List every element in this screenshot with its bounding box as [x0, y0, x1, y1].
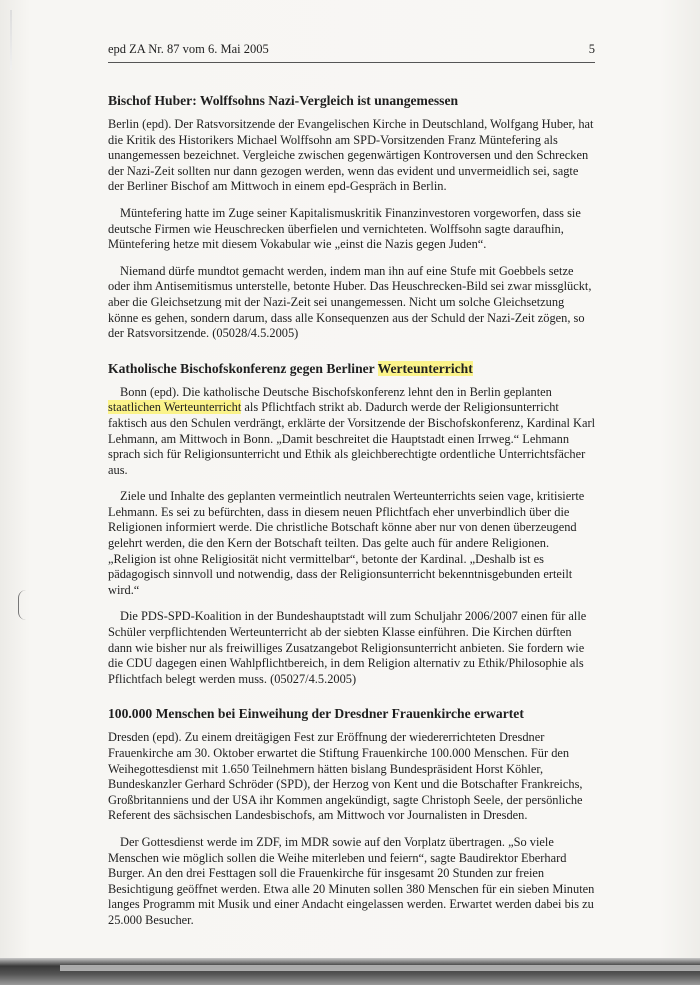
- article-title: Bischof Huber: Wolffsohns Nazi-Vergleich ist unangemessen: [108, 93, 459, 108]
- article-frauenkirche: [108, 705, 597, 928]
- article-huber: [108, 92, 597, 342]
- scan-artifact: [10, 10, 12, 70]
- header-rule: [108, 62, 595, 63]
- article-paragraph: Ziele und Inhalte des geplanten vermeintlich neutralen Werteunterrichts seien vage, kritisierte Lehmann. Es sei zu befürchten, dass in diesem neuen Pflichtfach eher unverbindlich über die Religionen informiert werde. Die christliche Botschaft könne aber nur von denen überzeugend gelehrt werden, die den Kern der Botschaft teilten. Das gelte auch für andere Religionen. „Religion ist ohne Religiosität nicht vermittelbar“, betonte der Kardinal. „Deshalb ist es pädagogisch sinnvoll und notwendig, dass der Religionsunterricht bekenntnisgebunden erteilt wird.“: [108, 489, 585, 597]
- header-publication: epd ZA Nr. 87 vom 6. Mai 2005: [108, 42, 269, 56]
- article-paragraph: Berlin (epd). Der Ratsvorsitzende der Evangelischen Kirche in Deutschland, Wolfgang Huber, hat die Kritik des Historikers Michael Wolffsohn am SPD-Vorsitzenden Franz Müntefering als unangemessen bezeichnet. Vergleiche zwischen gegenwärtigen Kontroversen und den Schrecken der Nazi-Zeit sollten nur dann gezogen werden, wenn das evident und unvermeidlich sei, sagte der Berliner Bischof am Mittwoch in einem epd-Gespräch in Berlin.: [108, 117, 594, 194]
- highlighted-term: Werteunterricht: [377, 360, 473, 376]
- scan-edge-highlight: [60, 965, 700, 971]
- scan-edge-bar: [0, 958, 700, 985]
- article-paragraph: [108, 385, 597, 479]
- header-page-number: 5: [588, 42, 595, 56]
- article-paragraph: Niemand dürfe mundtot gemacht werden, indem man ihn auf eine Stufe mit Goebbels setze oder ihm Antisemitismus unterstelle, betonte Huber. Das Heuschrecken-Bild sei zwar missglückt, aber die Gleichsetzung mit der Nazi-Zeit sei unangemessen. Nicht um solche Gleichsetzung könne es gehen, sondern darum, dass alle Konsequenzen aus der Schuld der Nazi-Zeit zögen, so der Ratsvorsitzende. (05028/4.5.2005): [108, 263, 592, 341]
- article-bischofskonferenz: [108, 360, 597, 688]
- page-header: [108, 42, 595, 57]
- page-content: [108, 92, 597, 947]
- article-paragraph: Die PDS-SPD-Koalition in der Bundeshauptstadt will zum Schuljahr 2006/2007 einen für alle Schüler verpflichtenden Werteunterricht ab der siebten Klasse einführen. Die Kirchen dürften dann wie bisher nur als freiwilliges Zusatzangebot Religionsunterricht anbieten. Sie fordern wie die CDU dagegen einen Wahlpflichtbereich, in dem Religion alternativ zu Ethik/Philosophie als Pflichtfach belegt werden muss. (05027/4.5.2005): [108, 609, 587, 686]
- article-paragraph: Müntefering hatte im Zuge seiner Kapitalismuskritik Finanzinvestoren vorgeworfen, dass sie deutsche Firmen wie Heuschrecken überfielen und vernichteten. Wolffsohn sagte daraufhin, Müntefering hetze mit diesem Vokabular wie „einst die Nazis gegen Juden“.: [108, 205, 581, 252]
- article-title: 100.000 Menschen bei Einweihung der Dresdner Frauenkirche erwartet: [108, 706, 524, 722]
- article-paragraph: Dresden (epd). Zu einem dreitägigen Fest zur Eröffnung der wiedererrichteten Dresdner Frauenkirche am 30. Oktober erwartet die Stiftung Frauenkirche 100.000 Menschen. Für den Weihegottesdienst mit 1.650 Teilnehmern hätten bislang Bundespräsident Horst Köhler, Bundeskanzler Gerhard Schröder (SPD), der Herzog von Kent und die Botschafter Frankreichs, Großbritanniens und der USA ihr Kommen angekündigt, sagte Christoph Seele, der persönliche Referent des sächsischen Landesbischofs, am Mittwoch vor Journalisten in Dresden.: [108, 730, 583, 823]
- article-title: [108, 360, 597, 377]
- scan-artifact: [18, 590, 27, 620]
- highlighted-term: staatlichen Werteunterricht: [108, 400, 242, 415]
- article-paragraph: Der Gottesdienst werde im ZDF, im MDR sowie auf den Vorplatz übertragen. „So viele Menschen wie möglich sollen die Weihe miterleben und feiern“, sagte Baudirektor Eberhard Burger. An den drei Festtagen soll die Frauenkirche für insgesamt 20 Stunden zur freien Besichtigung geöffnet werden. Etwa alle 20 Minuten sollen 380 Menschen für ein sieben Minuten langes Programm mit Musik und einer Andacht eingelassen werden. Erwartet werden dabei bis zu 25.000 Besucher.: [108, 834, 595, 927]
- paragraph-text: als Pflichtfach strikt ab. Dadurch werde der Religionsunterricht faktisch aus den Schulen verdrängt, erklärte der Vorsitzende der Bischofskonferenz, Kardinal Karl Lehmann, am Mittwoch in Bonn. „Damit beschreitet die Hauptstadt einen Irrweg.“ Lehmann sprach sich für Religionsunterricht und Ethik als gleichberechtigte ordentliche Unterrichtsfächer aus.: [108, 400, 596, 477]
- article-title-text: Katholische Bischofskonferenz gegen Berliner: [108, 360, 378, 376]
- paragraph-text: Bonn (epd). Die katholische Deutsche Bischofskonferenz lehnt den in Berlin geplanten: [120, 384, 552, 399]
